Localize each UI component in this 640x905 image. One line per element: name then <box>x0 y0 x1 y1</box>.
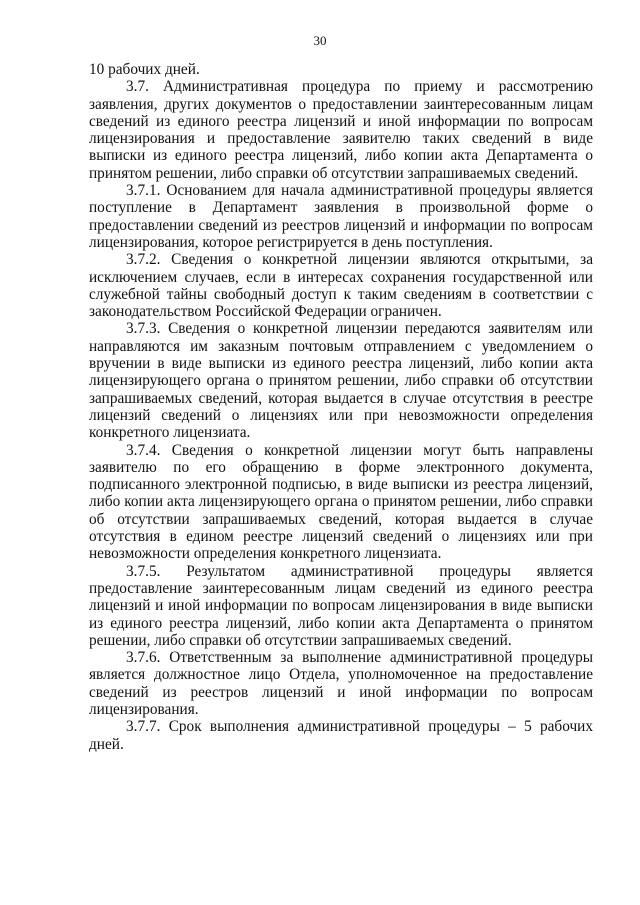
paragraph-3-7-3: 3.7.3. Сведения о конкретной лицензии передаются заявителям или направляются им заказным почтовым отправлением с уведомлением о вручении в виде выписки из единого реестра лицензий, либо копии акта лицензирующего органа о принятом решении, либо справки об отсутствии запрашиваемых сведений, которая выдается в случае отсутствия в реестре лицензий сведений о лицензиях или при невозможности определения конкретного лицензиата. <box>89 320 593 442</box>
paragraph-3-7-2: 3.7.2. Сведения о конкретной лицензии являются открытыми, за исключением случаев, если в интересах сохранения государственной или служебной тайны свободный доступ к таким сведениям в соответствии с законодательством Российской Федерации ограничен. <box>89 251 593 321</box>
paragraph-3-7-6: 3.7.6. Ответственным за выполнение административной процедуры является должностное лицо Отдела, уполномоченное на предоставление сведений из реестров лицензий и иной информации по вопросам лицензирования. <box>89 649 593 718</box>
paragraph-3-7: 3.7. Административная процедура по приему и рассмотрению заявления, других документов о предоставлении заинтересованным лицам сведений из единого реестра лицензий и иной информации по вопросам лицензирования и предоставление заявителю таких сведений в виде выписки из единого реестра лицензий, либо копии акта Департамента о принятом решении, либо справки об отсутствии запрашиваемых сведений. <box>89 78 593 182</box>
paragraph-continuation: 10 рабочих дней. <box>89 61 200 78</box>
page-number: 30 <box>313 33 327 48</box>
paragraph-3-7-5: 3.7.5. Результатом административной процедуры является предоставление заинтересованным лицам сведений из единого реестра лицензий и иной информации по вопросам лицензирования в виде выписки из единого реестра лицензий, либо копии акта Департамента о принятом решении, либо справки об отсутствии запрашиваемых сведений. <box>89 562 593 649</box>
paragraph-3-7-1: 3.7.1. Основанием для начала административной процедуры является поступление в Департамент заявления в произвольной форме о предоставлении сведений из реестров лицензий и информации по вопросам лицензирования, которое регистрируется в день поступления. <box>89 182 593 251</box>
paragraph-3-7-7: 3.7.7. Срок выполнения административной процедуры – 5 рабочих дней. <box>89 718 593 753</box>
paragraph-3-7-4: 3.7.4. Сведения о конкретной лицензии могут быть направлены заявителю по его обращению в форме электронного документа, подписанного электронной подписью, в виде выписки из реестра лицензий, либо копии акта лицензирующего органа о принятом решении, либо справки об отсутствии запрашиваемых сведений, которая выдается в случае отсутствия в едином реестре лицензий сведений о лицензиях или при невозможности определения конкретного лицензиата. <box>89 441 593 563</box>
document-body <box>89 61 593 753</box>
